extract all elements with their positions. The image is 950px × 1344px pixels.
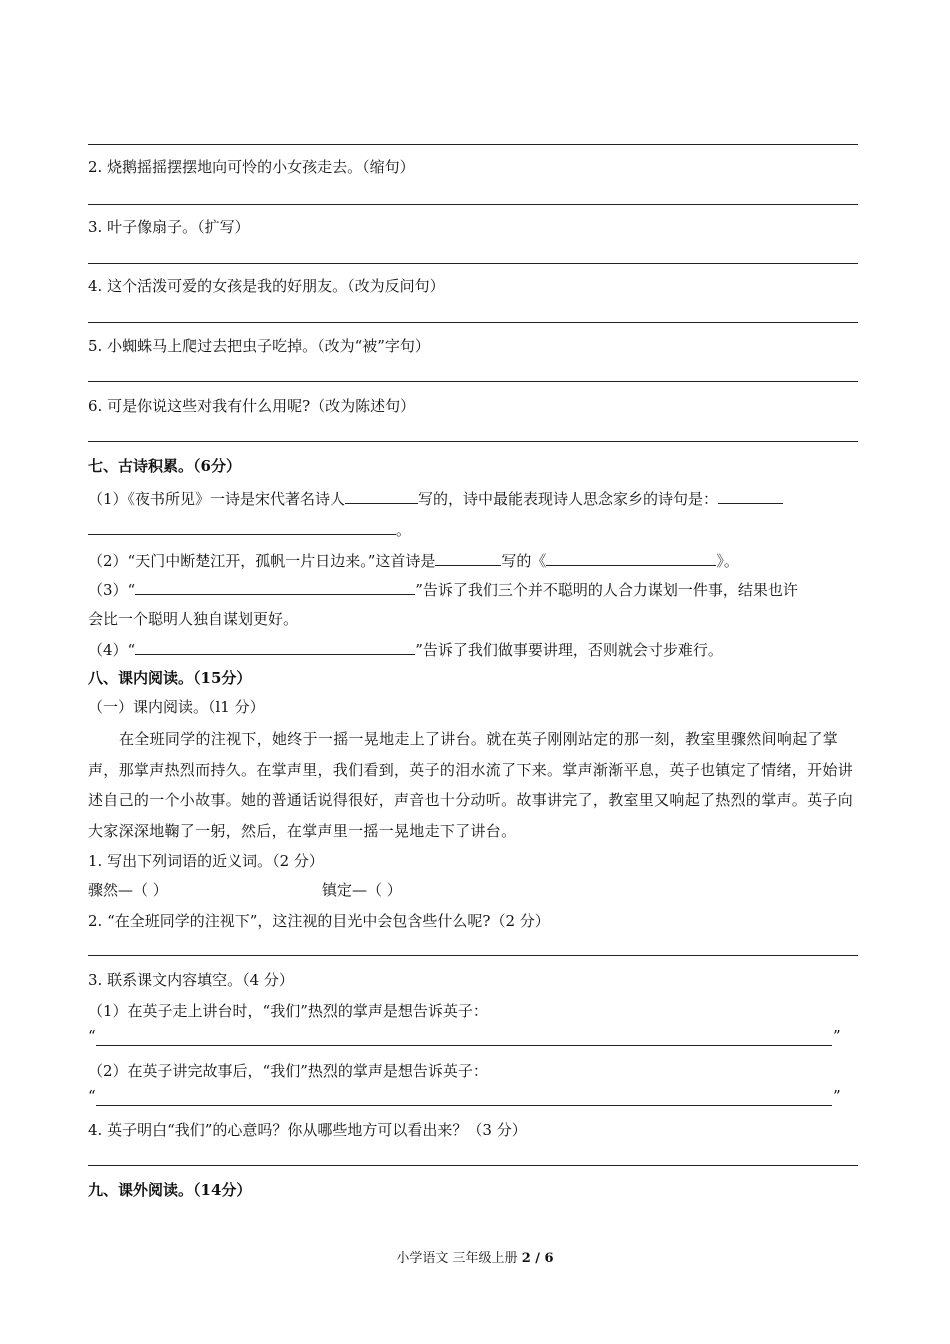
poetry-q3-text-a: （3）“ [88, 581, 136, 599]
reading-q3-1: （1）在英子走上讲台时，“我们”热烈的掌声是想告诉英子： [88, 1002, 488, 1020]
poetry-q1-text-a: （1）《夜书所见》一诗是宋代著名诗人 [88, 490, 346, 508]
poet-name-blank[interactable] [345, 487, 418, 504]
poetry-q4-text-a: （4）“ [88, 641, 136, 659]
section-8-subtitle: （一）课内阅读。（l1 分） [88, 698, 265, 716]
page-number: 2 / 6 [521, 1251, 554, 1266]
quote-open-1: “ [88, 1027, 96, 1045]
quote-close-2: ” [833, 1087, 841, 1105]
proverb-blank-1[interactable] [135, 578, 415, 595]
answer-line[interactable] [88, 955, 858, 956]
answer-line[interactable] [88, 441, 858, 442]
answer-line[interactable] [88, 1165, 858, 1166]
poetry-q1-end: 。 [396, 521, 412, 539]
quote-open-2: “ [88, 1087, 96, 1105]
poem-title-blank[interactable] [546, 549, 716, 566]
reading-passage: 在全班同学的注视下，她终于一摇一晃地走上了讲台。就在英子刚刚站定的那一刻，教室里骤然间响起了掌声，那掌声热烈而持久。在掌声里，我们看到，英子的泪水流了下来。掌声渐渐平息，英子也镇定了情绪，开始讲述自己的一个小故事。她的普通话说得很好，声音也十分动听。故事讲完了，教室里又响起了热烈的掌声。英子向大家深深地鞠了一躬，然后，在掌声里一摇一晃地走下了讲台。 [88, 730, 854, 840]
section-9-title: 九、课外阅读。（14分） [88, 1181, 252, 1199]
answer-line[interactable] [88, 204, 858, 205]
answer-line[interactable] [88, 322, 858, 323]
answer-line[interactable] [88, 381, 858, 382]
reading-q3-2: （2）在英子讲完故事后，“我们”热烈的掌声是想告诉英子： [88, 1062, 488, 1080]
question-3: 3. 叶子像扇子。（扩写） [88, 218, 250, 236]
section-7-title: 七、古诗积累。（6分） [88, 457, 241, 475]
quote-answer-line-1[interactable] [96, 1045, 832, 1046]
footer-label: 小学语文 三年级上册 [396, 1251, 518, 1266]
poetry-q1-line2 [88, 518, 411, 540]
question-2: 2. 烧鹅摇摇摆摆地向可怜的小女孩走去。（缩句） [88, 158, 415, 176]
quote-close-1: ” [833, 1027, 841, 1045]
poetry-q3-line2: 会比一个聪明人独自谋划更好。 [88, 610, 299, 628]
section-8-title: 八、课内阅读。（15分） [88, 669, 252, 687]
reading-q1: 1. 写出下列词语的近义词。（2 分） [88, 852, 324, 870]
poetry-q3-line1 [88, 578, 798, 600]
reading-q3: 3. 联系课文内容填空。（4 分） [88, 971, 294, 989]
poem-line-blank-cont[interactable] [88, 518, 396, 535]
poetry-q1-line1 [88, 487, 783, 509]
poetry-q2-text-a: （2）“天门中断楚江开，孤帆一片日边来。”这首诗是 [88, 552, 436, 570]
synonym-item-1[interactable]: 骤然—（ ） [88, 881, 168, 899]
poetry-q4-text-b: ”告诉了我们做事要讲理，否则就会寸步难行。 [415, 641, 723, 659]
quote-answer-line-2[interactable] [96, 1105, 832, 1106]
reading-q2: 2. “在全班同学的注视下”，这注视的目光中会包含些什么呢?（2 分） [88, 912, 550, 930]
poem-author-blank[interactable] [435, 549, 501, 566]
reading-q4: 4. 英子明白“我们”的心意吗？你从哪些地方可以看出来？（3 分） [88, 1121, 527, 1139]
question-4: 4. 这个活泼可爱的女孩是我的好朋友。（改为反问句） [88, 277, 445, 295]
question-5: 5. 小蜘蛛马上爬过去把虫子吃掉。（改为“被”字句） [88, 337, 430, 355]
poetry-q2 [88, 549, 739, 571]
answer-line[interactable] [88, 144, 858, 145]
page-footer [0, 1250, 950, 1268]
synonym-item-2[interactable]: 镇定—（ ） [322, 881, 402, 899]
proverb-blank-2[interactable] [135, 638, 415, 655]
poetry-q4 [88, 638, 723, 660]
poetry-q2-end: 》。 [716, 552, 739, 570]
poetry-q1-text-b: 写的，诗中最能表现诗人思念家乡的诗句是： [418, 490, 719, 508]
poem-line-blank[interactable] [718, 487, 783, 504]
poetry-q2-text-b: 写的《 [501, 552, 547, 570]
answer-line[interactable] [88, 263, 858, 264]
question-6: 6. 可是你说这些对我有什么用呢?（改为陈述句） [88, 397, 416, 415]
poetry-q3-text-b: ”告诉了我们三个并不聪明的人合力谋划一件事，结果也许 [415, 581, 798, 599]
